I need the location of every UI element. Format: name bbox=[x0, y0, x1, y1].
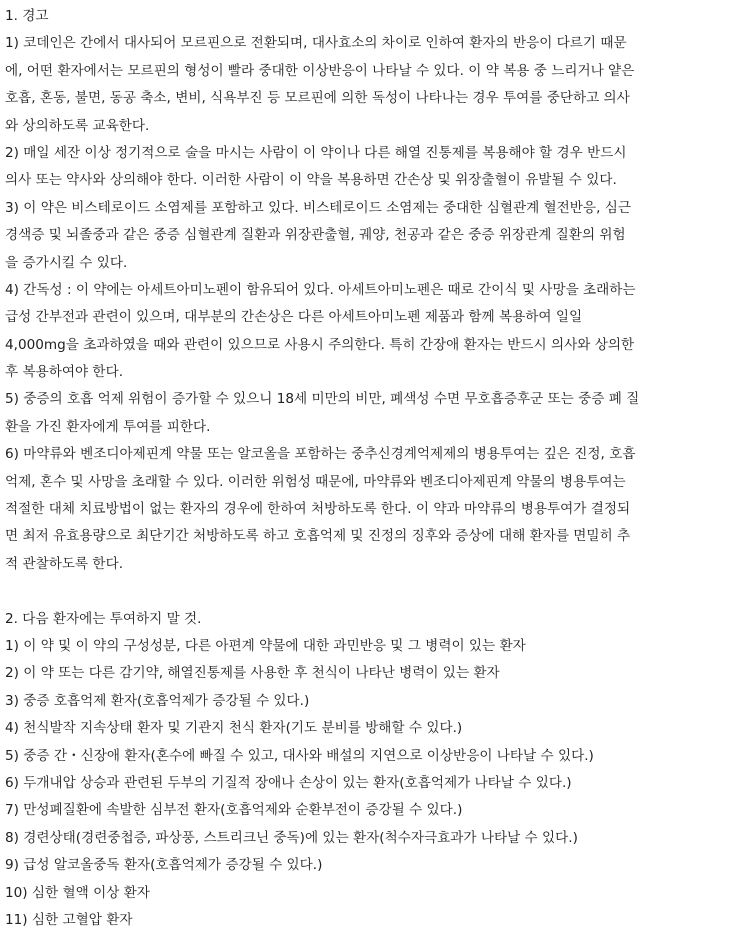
text-line: 적 관찰하도록 한다. bbox=[5, 555, 124, 572]
text-line: 환을 가진 환자에게 투여를 피한다. bbox=[5, 418, 211, 435]
section-heading-warning: 1. 경고 bbox=[5, 8, 49, 24]
text-line: 5) 중증의 호흡 억제 위험이 증가할 수 있으니 18세 미만의 비만, 폐색성 수면 무호흡증후군 또는 중증 폐 질 bbox=[5, 391, 640, 408]
text-line: 급성 간부전과 관련이 있으며, 대부분의 간손상은 다른 아세트아미노펜 제품과 함께 복용하여 일일 bbox=[5, 309, 583, 326]
text-line: 4) 간독성 : 이 약에는 아세트아미노펜이 함유되어 있다. 아세트아미노펜은 때로 간이식 및 사망을 초래하는 bbox=[5, 281, 636, 298]
list-item: 11) 심한 고혈압 환자 bbox=[5, 911, 133, 928]
text-line: 을 증가시킬 수 있다. bbox=[5, 254, 128, 271]
text-line: 경색증 및 뇌졸중과 같은 중증 심혈관계 질환과 위장관출혈, 궤양, 천공과 같은 중증 위장관계 질환의 위험 bbox=[5, 227, 626, 244]
text-line: 후 복용하여야 한다. bbox=[5, 364, 124, 381]
list-item: 5) 중증 간・신장애 환자(혼수에 빠질 수 있고, 대사와 배설의 지연으로 이상반응이 나타날 수 있다.) bbox=[5, 747, 594, 764]
list-item: 7) 만성폐질환에 속발한 심부전 환자(호흡억제와 순환부전이 증강될 수 있다.) bbox=[5, 802, 463, 819]
text-line: 4,000mg을 초과하였을 때와 관련이 있으므로 사용시 주의한다. 특히 간장애 환자는 반드시 의사와 상의한 bbox=[5, 336, 635, 353]
text-line: 적절한 대체 치료방법이 없는 환자의 경우에 한하여 처방하도록 한다. 이 약과 마약류의 병용투여가 결정되 bbox=[5, 501, 631, 518]
text-line: 와 상의하도록 교육한다. bbox=[5, 117, 150, 134]
text-line: 의사 또는 약사와 상의해야 한다. 이러한 사람이 이 약을 복용하면 간손상 및 위장출혈이 유발될 수 있다. bbox=[5, 172, 617, 189]
list-item: 8) 경련상태(경련중첩증, 파상풍, 스트리크닌 중독)에 있는 환자(척수자극효과가 나타날 수 있다.) bbox=[5, 829, 578, 846]
list-item: 9) 급성 알코올중독 환자(호흡억제가 증강될 수 있다.) bbox=[5, 857, 323, 874]
list-item: 6) 두개내압 상승과 관련된 두부의 기질적 장애나 손상이 있는 환자(호흡억제가 나타날 수 있다.) bbox=[5, 774, 572, 791]
text-line: 억제, 혼수 및 사망을 초래할 수 있다. 이러한 위험성 때문에, 마약류와 벤조디아제핀계 약물의 병용투여는 bbox=[5, 473, 626, 490]
text-line: 호흡, 혼동, 불면, 동공 축소, 변비, 식욕부진 등 모르핀에 의한 독성이 나타나는 경우 투여를 중단하고 의사 bbox=[5, 90, 630, 107]
text-line: 6) 마약류와 벤조디아제핀계 약물 또는 알코올을 포함하는 중추신경계억제제의 병용투여는 깊은 진정, 호흡 bbox=[5, 446, 636, 463]
text-line: 3) 이 약은 비스테로이드 소염제를 포함하고 있다. 비스테로이드 소염제는 중대한 심혈관계 혈전반응, 심근 bbox=[5, 199, 631, 216]
text-line: 1) 코데인은 간에서 대사되어 모르핀으로 전환되며, 대사효소의 차이로 인하여 환자의 반응이 다르기 때문 bbox=[5, 35, 627, 52]
list-item: 10) 심한 혈액 이상 환자 bbox=[5, 884, 150, 901]
blank-line bbox=[5, 578, 735, 605]
text-line: 에, 어떤 환자에서는 모르핀의 형성이 빨라 중대한 이상반응이 나타날 수 있다. 이 약 복용 중 느리거나 얕은 bbox=[5, 62, 635, 79]
text-line: 면 최저 유효용량으로 최단기간 처방하도록 하고 호흡억제 및 진정의 징후와 증상에 대해 환자를 면밀히 추 bbox=[5, 528, 631, 545]
list-item: 2) 이 약 또는 다른 감기약, 해열진통제를 사용한 후 천식이 나타난 병력이 있는 환자 bbox=[5, 665, 500, 682]
list-item: 3) 중증 호흡억제 환자(호흡억제가 증강될 수 있다.) bbox=[5, 692, 310, 709]
list-item: 4) 천식발작 지속상태 환자 및 기관지 천식 환자(기도 분비를 방해할 수 있다.) bbox=[5, 720, 463, 737]
text-line: 2) 매일 세잔 이상 정기적으로 술을 마시는 사람이 이 약이나 다른 해열 진통제를 복용해야 할 경우 반드시 bbox=[5, 144, 627, 161]
list-item: 1) 이 약 및 이 약의 구성성분, 다른 아편계 약물에 대한 과민반응 및 그 병력이 있는 환자 bbox=[5, 637, 526, 654]
section-heading-contraindications: 2. 다음 환자에는 투여하지 말 것. bbox=[5, 610, 202, 627]
